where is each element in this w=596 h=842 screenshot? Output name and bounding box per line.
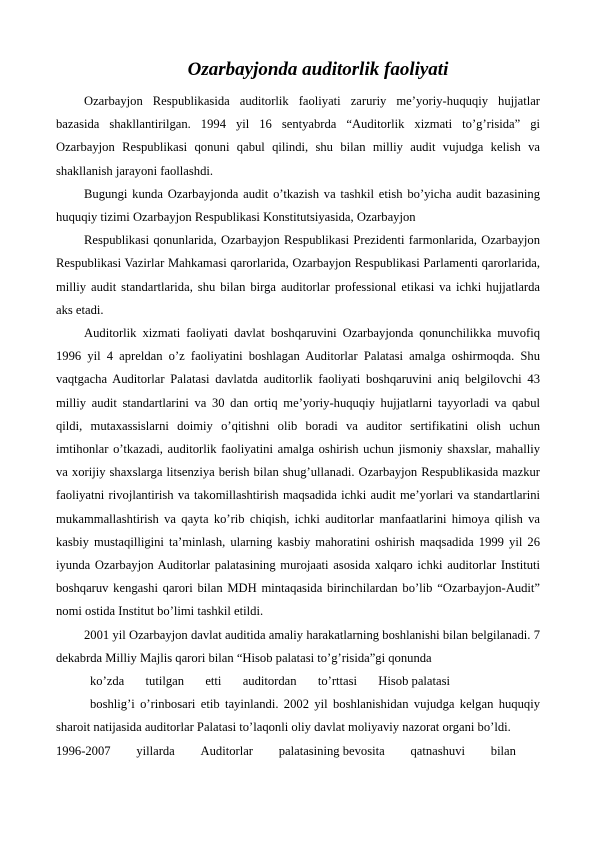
paragraph-2: Bugungi kunda Ozarbayjonda audit o’tkazish va tashkil etish bo’yicha audit bazasining huquqiy tizimi Ozarbayjon Respublikasi Konstitutsiyasida, Ozarbayjon: [56, 186, 540, 225]
spaced-word: auditordan: [242, 674, 297, 689]
spaced-line-1: [56, 670, 540, 693]
spaced-word: ko’zda: [90, 674, 125, 689]
document-title: Ozarbayjonda auditorlik faoliyati: [187, 59, 449, 80]
spaced-word: to’rttasi: [317, 674, 357, 689]
spaced-word: tutilgan: [145, 674, 185, 689]
spaced-word: qatnashuvi: [410, 743, 466, 758]
spaced-line-2: [56, 740, 540, 763]
spaced-word: Auditorlar: [200, 743, 253, 758]
document-page: [56, 58, 540, 763]
paragraph-3: Respublikasi qonunlarida, Ozarbayjon Respublikasi Prezidenti farmonlarida, Ozarbayjon Respublikasi Vazirlar Mahkamasi qarorlarida, Ozarbayjon Respublikasi Parlamenti qarorlarida, milliy audit standartlarida, shu bilan birga auditorlar professional etikasi va ichki hujjatlarda aks etadi.: [56, 233, 540, 317]
paragraph-5: 2001 yil Ozarbayjon davlat auditida amaliy harakatlarning boshlanishi bilan belgilanadi. 7 dekabrda Milliy Majlis qarori bilan “Hisob palatasi to’g’risida”gi qonunda: [56, 627, 540, 665]
spaced-word: etti: [205, 674, 222, 689]
paragraph-6: boshlig’i o’rinbosari etib tayinlandi. 2002 yil boshlanishidan vujudga kelgan huquqiy sharoit natijasida auditorlar Palatasi to’laqonli oliy davlat moliyaviy nazorat organi bo’ldi.: [56, 697, 540, 735]
paragraph-1: Ozarbayjon Respublikasida auditorlik faoliyati zaruriy me’yoriy-huquqiy hujjatlar bazasida shakllantirilgan. 1994 yil 16 sentyabrda “Auditorlik xizmati to’g’risida” gi Ozarbayjon Respublikasi qonuni qabul qilindi, shu bilan milliy audit vujudga kelish va shakllanish jarayoni faollashdi.: [56, 94, 540, 178]
spaced-word: Hisob palatasi: [378, 674, 450, 689]
spaced-word: bilan: [490, 743, 516, 758]
spaced-word: yillarda: [136, 743, 175, 758]
paragraph-4: Auditorlik xizmati faoliyati davlat boshqaruvini Ozarbayjonda qonunchilikka muvofiq 1996 yil 4 apreldan o’z faoliyatini boshlagan Auditorlar Palatasi amalga oshirmoqda. Shu vaqtgacha Auditorlar Palatasi davlatda auditorlik faoliyati boshqaruvini aniq belgilovchi 43 milliy audit standartlarini va 30 dan ortiq me’yoriy-huquqiy hujjatlarni tayyorladi va qabul qildi, mutaxassislarni doimiy o’qitishni olib boradi va auditor sertifikatini olish uchun imtihonlar o’tkazadi, auditorlik faoliyatini amalga oshirish uchun jismoniy shaxslar, mahalliy va xorijiy shaxslarga litsenziya berish bilan shug’ullanadi. Ozarbayjon Respublikasida mazkur faoliyatni rivojlantirish va takomillashtirish maqsadida ichki audit me’yorlari va standartlarini mukammallashtirish va qayta ko’rib chiqish, ichki auditorlar manfaatlarini himoya qilish va kasbiy mustaqilligini ta’minlash, ularning kasbiy mahoratini oshirish maqsadida 1999 yil 26 iyunda Ozarbayjon Auditorlar palatasining murojaati asosida xalqaro ichki auditorlar Instituti boshqaruv kengashi qarori bilan MDH mintaqasida birinchilardan bo’lib “Ozarbayjon-Audit” nomi ostida Institut bo’limi tashkil etildi.: [56, 326, 540, 619]
spaced-word: 1996-2007: [56, 743, 111, 758]
spaced-word: palatasining bevosita: [278, 743, 385, 758]
